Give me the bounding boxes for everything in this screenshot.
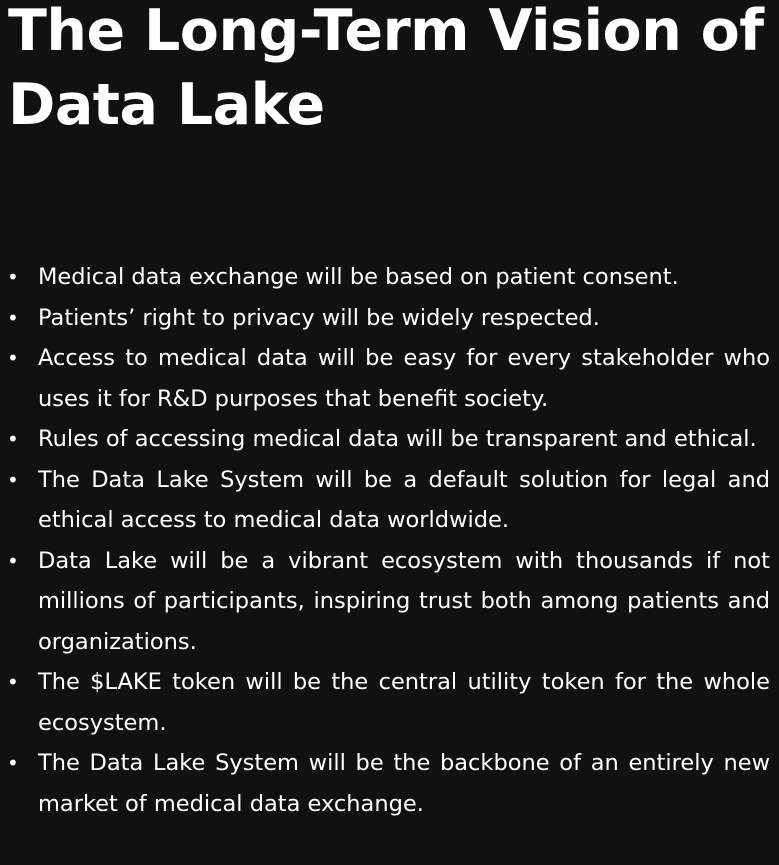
list-item-text: The Data Lake System will be a default solution for legal and ethical access to medical data worldwide. bbox=[38, 466, 770, 533]
bullet-icon: • bbox=[7, 265, 19, 289]
list-item-text: Patients’ right to privacy will be widely respected. bbox=[38, 304, 600, 331]
list-item bbox=[0, 662, 770, 743]
bullet-icon: • bbox=[7, 751, 19, 775]
bullet-icon: • bbox=[7, 427, 19, 451]
vision-bullet-list bbox=[0, 257, 770, 824]
list-item bbox=[0, 541, 770, 663]
list-item-text: The $LAKE token will be the central utility token for the whole ecosystem. bbox=[38, 669, 770, 736]
list-item-text: The Data Lake System will be the backbone of an entirely new market of medical data exchange. bbox=[38, 750, 770, 817]
page-title: The Long-Term Vision of Data Lake bbox=[8, 0, 764, 138]
list-item bbox=[0, 460, 770, 541]
list-item bbox=[0, 338, 770, 419]
list-item-text: Data Lake will be a vibrant ecosystem with thousands if not millions of participants, inspiring trust both among patients and organizations. bbox=[38, 547, 770, 655]
list-item-text: Rules of accessing medical data will be transparent and ethical. bbox=[38, 426, 757, 452]
list-item bbox=[0, 257, 770, 298]
list-item bbox=[0, 743, 770, 824]
bullet-icon: • bbox=[7, 305, 19, 330]
bullet-icon: • bbox=[7, 548, 19, 573]
list-item-text: Access to medical data will be easy for every stakeholder who uses it for R&D purposes that benefit society. bbox=[38, 345, 770, 412]
list-item-text: Medical data exchange will be based on patient consent. bbox=[38, 264, 679, 290]
list-item bbox=[0, 419, 770, 460]
bullet-icon: • bbox=[7, 670, 19, 694]
bullet-icon: • bbox=[7, 346, 19, 370]
list-item bbox=[0, 298, 770, 339]
bullet-icon: • bbox=[7, 467, 19, 492]
